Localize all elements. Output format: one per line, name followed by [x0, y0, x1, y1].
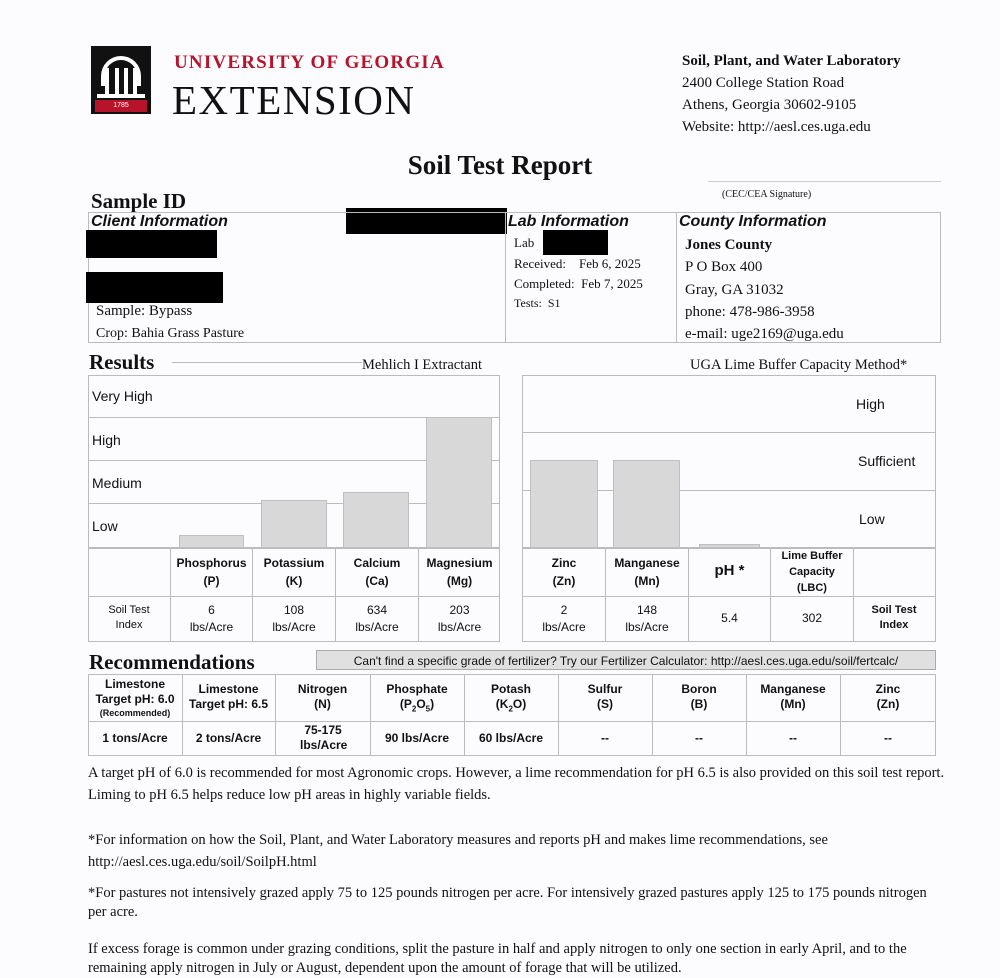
- rec-header-sub: $(P_2O_5)$: [399, 697, 435, 714]
- lab-info-heading: Lab Information: [508, 213, 629, 230]
- level-label: High: [856, 396, 885, 412]
- nutrient-unit: lbs/Acre: [625, 620, 669, 634]
- nutrient-symbol: (Ca): [365, 574, 389, 588]
- lbc-label: Capacity: [789, 566, 835, 578]
- level-label: Very High: [92, 388, 153, 404]
- nutrient-name: Zinc: [551, 556, 577, 570]
- rec-value: --: [601, 731, 609, 745]
- county-name: Jones County: [685, 237, 773, 253]
- nutrient-unit: lbs/Acre: [272, 620, 316, 634]
- rec-header-sub: (B): [690, 697, 708, 711]
- lbc-label: (LBC): [797, 582, 827, 594]
- ph-value: 5.4: [721, 611, 738, 625]
- redaction-bar: [86, 272, 223, 303]
- rec-value: --: [695, 731, 703, 745]
- rec-header: Sulfur: [587, 682, 623, 696]
- sample-id-label: Sample ID: [91, 189, 187, 213]
- redaction-bar: [543, 230, 608, 255]
- rec-header: Limestone: [198, 682, 259, 696]
- logo-extension-text: EXTENSION: [172, 77, 416, 123]
- nutrient-value: 6: [208, 603, 215, 617]
- note-paragraph: *For information on how the Soil, Plant, and Water Laboratory measures and reports pH and makes lime recommendations, see http://aesl.ces.uga.edu/soil/SoilpH.html: [88, 832, 828, 870]
- nutrient-name: Calcium: [353, 556, 401, 570]
- lime-method-label: UGA Lime Buffer Capacity Method*: [690, 357, 908, 373]
- level-label: High: [92, 432, 121, 448]
- logo-year: 1785: [95, 100, 147, 112]
- note-paragraph: A target pH of 6.0 is recommended for most Agronomic crops. However, a lime recommendation for pH 6.5 is also provided on this soil test report. Liming to pH 6.5 helps reduce low pH areas in highly variable fields.: [88, 765, 945, 803]
- extractant-label: Mehlich I Extractant: [362, 357, 482, 373]
- nutrient-value: 148: [636, 603, 658, 617]
- rec-value: 75-175 lbs/Acre: [300, 723, 348, 752]
- county-email: e-mail: uge2169@uga.edu: [685, 326, 844, 342]
- lab-name: Soil, Plant, and Water Laboratory: [682, 53, 901, 69]
- rec-header-sub: (Zn): [876, 697, 900, 711]
- divider: [853, 548, 854, 642]
- fertilizer-calculator-banner: Can't find a specific grade of fertilizer? Try our Fertilizer Calculator: http://aesl.ces.uga.edu/soil/fertcalc/: [316, 650, 936, 670]
- rec-value: 60 lbs/Acre: [478, 731, 544, 745]
- rec-header-sub: (Mn): [780, 697, 806, 711]
- rec-header-sub: $(K_2O)$: [495, 697, 527, 714]
- divider: [505, 212, 506, 343]
- bar-manganese: [613, 460, 680, 548]
- rec-header-sub: Target pH: 6.5: [188, 697, 269, 711]
- page-title: Soil Test Report: [407, 150, 593, 180]
- rec-header-sub: (N): [314, 697, 331, 711]
- nutrient-symbol: (Mn): [634, 574, 660, 588]
- nutrient-unit: lbs/Acre: [542, 620, 586, 634]
- divider: [522, 596, 936, 597]
- nutrient-symbol: (Mg): [446, 574, 473, 588]
- soil-test-index-label: Soil Test Index: [871, 604, 917, 631]
- nutrient-unit: lbs/Acre: [437, 620, 482, 634]
- uga-arch-logo: [91, 46, 151, 114]
- bar-magnesium: [426, 417, 492, 548]
- crop-name: Crop: Bahia Grass Pasture: [96, 326, 245, 341]
- rec-header: Phosphate: [386, 682, 448, 696]
- rec-value: --: [884, 731, 892, 745]
- nutrient-value: 2: [560, 603, 568, 617]
- nutrient-name: Magnesium: [426, 556, 493, 570]
- county-city: Gray, GA 31032: [685, 282, 784, 298]
- lbc-value: 302: [801, 611, 823, 625]
- bar-zinc: [530, 460, 598, 548]
- note-paragraph: If excess forage is common under grazing conditions, split the pasture in half and apply nitrogen to only one section in early April, and to the remaining apply nitrogen in July or August, dependent upon the amount of forage that will be utilized.: [88, 941, 907, 976]
- completed-date: Completed: Feb 7, 2025: [514, 276, 643, 291]
- rec-value: 90 lbs/Acre: [384, 731, 450, 745]
- rec-header: Manganese: [760, 682, 826, 696]
- gridline: [522, 432, 936, 433]
- soil-test-index-label: Soil Test Index: [108, 604, 150, 631]
- nutrient-value: 108: [283, 603, 305, 617]
- nutrient-symbol: (P): [203, 574, 220, 588]
- rec-header-note: (Recommended): [99, 708, 171, 718]
- recommendations-heading: Recommendations: [89, 650, 255, 674]
- bar-potassium: [261, 500, 327, 548]
- lab-website: Website: http://aesl.ces.uga.edu: [682, 119, 871, 135]
- level-label: Low: [92, 518, 118, 534]
- lab-address-line: 2400 College Station Road: [682, 75, 845, 91]
- lab-address-line: Athens, Georgia 30602-9105: [682, 97, 857, 113]
- nutrient-value: 203: [449, 603, 470, 617]
- nutrient-name: Manganese: [614, 556, 680, 570]
- rec-header: Zinc: [875, 682, 901, 696]
- logo-university-text: UNIVERSITY OF GEORGIA: [174, 52, 445, 73]
- county-phone: phone: 478-986-3958: [685, 304, 815, 320]
- ph-label: pH *: [714, 562, 745, 579]
- rec-value: --: [789, 731, 797, 745]
- received-date: Received: Feb 6, 2025: [514, 256, 641, 271]
- rec-header: Limestone: [104, 677, 165, 691]
- rec-value: 2 tons/Acre: [195, 731, 262, 745]
- county-po: P O Box 400: [685, 259, 763, 275]
- level-label: Low: [859, 511, 885, 527]
- signature-line: [708, 181, 941, 182]
- rec-header: Potash: [490, 682, 531, 696]
- bar-calcium: [343, 492, 409, 548]
- note-paragraph: *For pastures not intensively grazed apply 75 to 125 pounds nitrogen per acre. For intensively grazed pastures apply 125 to 175 pounds nitrogen per acre.: [88, 885, 927, 920]
- lbc-label: Lime Buffer: [781, 550, 843, 562]
- rec-value: 1 tons/Acre: [102, 731, 168, 745]
- redaction-bar: [86, 230, 217, 258]
- signature-label: (CEC/CEA Signature): [722, 189, 812, 200]
- nutrient-unit: lbs/Acre: [355, 620, 399, 634]
- rec-header-sub: Target pH: 6.0: [95, 692, 175, 706]
- lab-address-block: [682, 50, 901, 138]
- bar-phosphorus: [179, 535, 244, 548]
- client-info-heading: Client Information: [91, 213, 228, 230]
- tests-label: Tests: S1: [514, 296, 561, 310]
- nutrient-value: 634: [366, 603, 388, 617]
- level-label: Sufficient: [858, 453, 916, 469]
- rec-header: Boron: [681, 682, 717, 696]
- results-heading: Results: [89, 350, 155, 374]
- divider: [88, 596, 500, 597]
- divider: [88, 721, 936, 722]
- sample-name: Sample: Bypass: [96, 303, 193, 319]
- divider: [676, 212, 677, 343]
- divider: [172, 362, 362, 363]
- rec-header: Nitrogen: [297, 682, 348, 696]
- lab-number-label: Lab: [514, 235, 535, 250]
- rec-header-sub: (S): [597, 697, 613, 711]
- nutrient-name: Phosphorus: [176, 556, 247, 570]
- nutrient-unit: lbs/Acre: [189, 620, 234, 634]
- nutrient-name: Potassium: [263, 556, 325, 570]
- nutrient-symbol: (K): [285, 574, 303, 588]
- county-info-heading: County Information: [679, 213, 827, 230]
- nutrient-symbol: (Zn): [552, 574, 576, 588]
- level-label: Medium: [92, 475, 142, 491]
